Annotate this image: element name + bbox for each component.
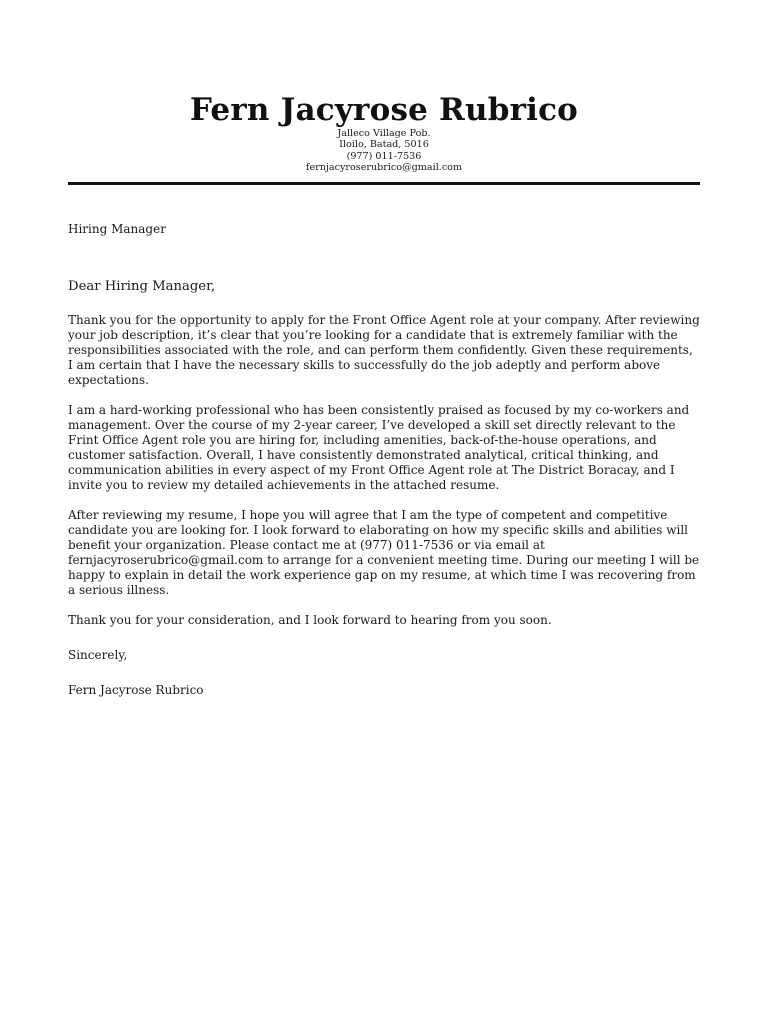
- body-paragraph: Thank you for your consideration, and I look forward to hearing from you soon.: [68, 613, 552, 627]
- letterhead: [68, 92, 700, 174]
- phone-number: (977) 011-7536: [346, 150, 422, 162]
- header-divider: [68, 182, 700, 185]
- closing: Sincerely,: [68, 648, 128, 662]
- body-paragraph: After reviewing my resume, I hope you will agree that I am the type of competent and competitive candidate you are looking for. I look forward to elaborating on how my specific skills and abilities will benefit your organization. Please contact me at (977) 011-7536 or via email at fernjacyroserubrico@gmail.com to arrange for a convenient meeting time. During our meeting I will be happy to explain in detail the work experience gap on my resume, at which time I was recovering from a serious illness.: [68, 508, 700, 597]
- body-paragraph: Thank you for the opportunity to apply for the Front Office Agent role at your company. After reviewing your job description, it’s clear that you’re looking for a candidate that is extremely familiar with the responsibilities associated with the role, and can perform them confidently. Given these requirements, I am certain that I have the necessary skills to successfully do the job adeptly and perform above expectations.: [68, 313, 700, 387]
- signature-name: Fern Jacyrose Rubrico: [68, 683, 204, 697]
- applicant-name: Fern Jacyrose Rubrico: [189, 92, 579, 128]
- salutation: Dear Hiring Manager,: [68, 279, 216, 294]
- address-line-2: Iloilo, Batad, 5016: [339, 139, 429, 151]
- email-address: fernjacyroserubrico@gmail.com: [305, 162, 463, 174]
- address-line-1: Jalleco Village Pob.: [337, 128, 431, 139]
- body-paragraph: I am a hard-working professional who has been consistently praised as focused by my co-workers and management. Over the course of my 2-year career, I’ve developed a skill set directly relevant to the Frint Office Agent role you are hiring for, including amenities, back-of-the-house operations, and customer satisfaction. Overall, I have consistently demonstrated analytical, critical thinking, and communication abilities in every aspect of my Front Office Agent role at The District Boracay, and I invite you to review my detailed achievements in the attached resume.: [68, 403, 690, 492]
- recipient: Hiring Manager: [68, 222, 166, 236]
- letter-body: [68, 313, 700, 643]
